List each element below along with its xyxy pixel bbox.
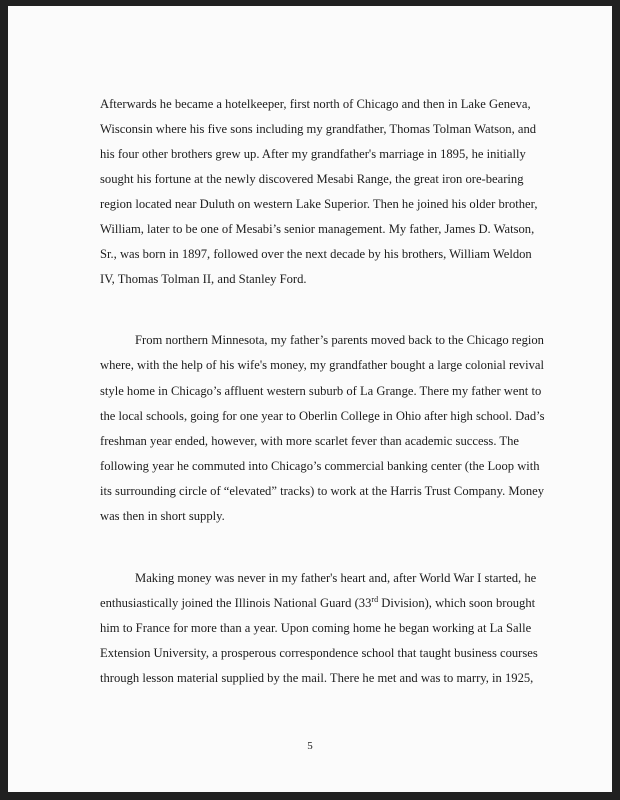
page-number: 5: [307, 740, 313, 752]
document-page: Afterwards he became a hotelkeeper, first north of Chicago and then in Lake Geneva, Wisconsin where his five sons including my grandfather, Thomas Tolman Watson, and his four other brothers grew up. After my grandfather's marriage in 1895, he initially sought his fortune at the newly discovered Mesabi Range, the great iron ore-bearing region located near Duluth on western Lake Superior. Then he joined his older brother, William, later to be one of Mesabi’s senior management. My father, James D. Watson, Sr., was born in 1897, followed over the next decade by his brothers, William Weldon IV, Thomas Tolman II, and Stanley Ford. From northern Minnesota, my father’s parents moved back to the Chicago region where, with the help of his wife's money, my grandfather bought a large colonial revival style home in Chicago’s affluent western suburb of La Grange. There my father went to the local schools, going for one year to Oberlin College in Ohio after high school. Dad’s freshman year ended, however, with more scarlet fever than academic success. The following year he commuted into Chicago’s commercial banking center (the Loop with its surrounding circle of “elevated” tracks) to work at the Harris Trust Company. Money was then in short supply. Making money was never in my father's heart and, after World War I started, he enthusiastically joined the Illinois National Guard (33rd Division), which soon brought him to France for more than a year. Upon coming home he began working at La Salle Extension University, a prosperous correspondence school that taught business courses through lesson material supplied by the mail. There he met and was to marry, in 1925, 5: [8, 6, 612, 792]
